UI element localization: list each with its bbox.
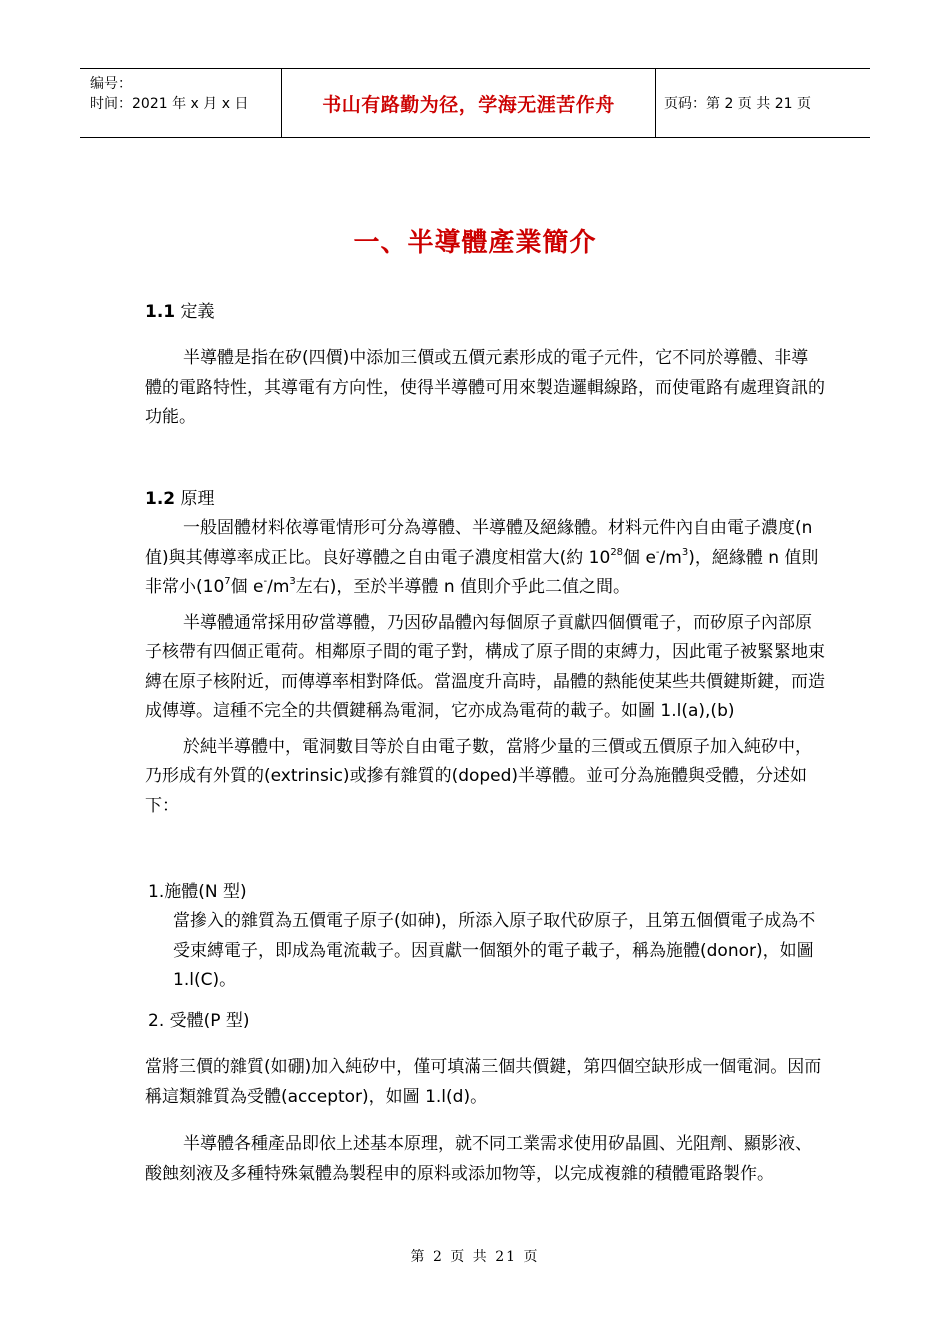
list-item-title-donor: 1.施體(N 型) xyxy=(148,882,247,902)
superscript: 7 xyxy=(224,576,231,587)
page-header xyxy=(80,68,870,138)
header-meta xyxy=(80,69,282,137)
text-run: 個 e xyxy=(623,547,656,568)
text-run: 左右)，至於半導體 n 值則介乎此二值之間。 xyxy=(295,577,631,597)
text-run: )，絕緣體 n 值則非常小(10 xyxy=(145,547,819,597)
header-date: 时间：2021 年 x 月 x 日 xyxy=(90,96,249,112)
footer-page-number: 第 2 页 共 21 页 xyxy=(410,1249,540,1265)
paragraph-doping: 於純半導體中，電洞數目等於自由電子數，當將少量的三價或五價原子加入純矽中，乃形成有外質的(extrinsic)或摻有雜質的(doped)半導體。並可分為施體與受體，分述如下： xyxy=(145,736,812,816)
superscript: 3 xyxy=(681,546,689,558)
section-1-1-body xyxy=(145,344,825,433)
section-title: 原理 xyxy=(180,489,215,509)
summary-paragraph xyxy=(145,1130,825,1189)
text-run: /m xyxy=(659,547,682,568)
superscript: - xyxy=(655,546,660,558)
superscript: 3 xyxy=(289,576,296,587)
header-number-label: 编号： xyxy=(90,76,132,92)
paragraph: 半導體各種產品即依上述基本原理，就不同工業需求使用矽晶圓、光阻劑、顯影液、酸蝕刻液及多種特殊氣體為製程申的原料或添加物等，以完成複雜的積體電路製作。 xyxy=(145,1134,812,1184)
paragraph-conductivity xyxy=(145,514,825,603)
list-item-body-donor: 當摻入的雜質為五價電子原子(如砷)，所添入原子取代矽原子，且第五個價電子成為不受束縛電子，即成為電流載子。因貢獻一個額外的電子載子，稱為施體(donor)，如圖 1.l(C)。 xyxy=(173,911,816,990)
header-motto: 书山有路勤为径，学海无涯苦作舟 xyxy=(322,93,615,116)
section-heading-1-2 xyxy=(145,484,215,509)
superscript: 28 xyxy=(610,546,624,558)
acceptor-paragraph xyxy=(145,1053,825,1112)
section-number: 1.1 xyxy=(145,302,176,322)
list-item-title-acceptor: 2. 受體(P 型) xyxy=(148,1011,250,1031)
header-motto-cell xyxy=(282,69,656,137)
superscript: - xyxy=(263,576,268,587)
section-1-2-body xyxy=(145,514,825,821)
document-title: 一、半導體產業簡介 xyxy=(353,228,597,258)
section-title: 定義 xyxy=(180,302,215,322)
section-number: 1.2 xyxy=(145,489,176,509)
paragraph-silicon: 半導體通常採用矽當導體，乃因矽晶體內每個原子貢獻四個價電子，而矽原子內部原子核帶有四個正電荷。相鄰原子間的電子對，構成了原子間的束縛力，因此電子被緊緊地束縛在原子核附近，而傳導率相對降低。當溫度升高時，晶體的熱能使某些共價鍵斯鍵，而造成傳導。這種不完全的共價鍵稱為電洞，它亦成為電荷的載子。如圖 1.l(a),(b) xyxy=(145,612,825,721)
header-page-info: 页码：第 2 页 共 21 页 xyxy=(664,96,811,112)
section-heading-1-1 xyxy=(145,297,215,322)
text-run: 一般固體材料依導電情形可分為導體、半導體及絕緣體。材料元件內自由電子濃度(n 值)與其傳導率成正比。良好導體之自由電子濃度相當大(約 10 xyxy=(145,518,813,568)
paragraph: 半導體是指在矽(四價)中添加三價或五價元素形成的電子元件，它不同於導體、非導體的電路特性，其導電有方向性，使得半導體可用來製造邏輯線路，而使電路有處理資訊的功能。 xyxy=(145,348,825,427)
text-run: 個 e xyxy=(230,577,264,597)
text-run: /m xyxy=(267,577,290,597)
paragraph: 當將三價的雜質(如硼)加入純矽中，僅可填滿三個共價鍵，第四個空缺形成一個電洞。因而稱這類雜質為受體(acceptor)，如圖 1.l(d)。 xyxy=(145,1057,822,1107)
page-footer xyxy=(0,1246,950,1266)
